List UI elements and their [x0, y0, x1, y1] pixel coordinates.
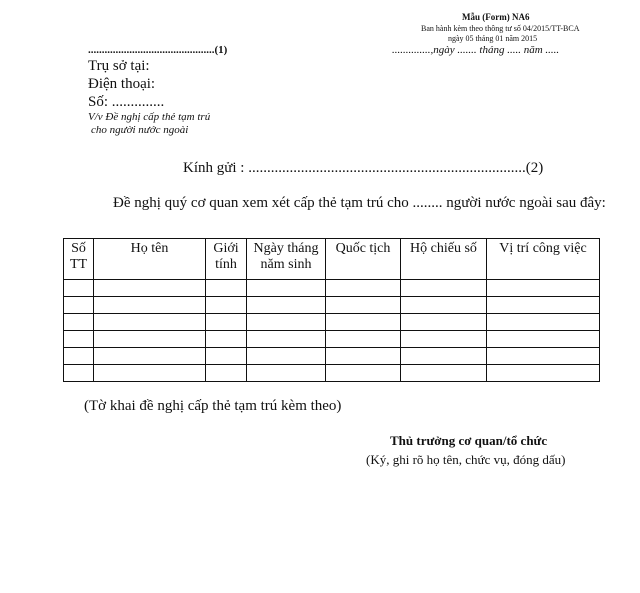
table-cell: [206, 348, 247, 365]
table-cell: [487, 365, 600, 382]
phone-line: Điện thoại:: [88, 76, 156, 92]
table-cell: [94, 297, 206, 314]
table-cell: [94, 280, 206, 297]
table-cell: [247, 280, 326, 297]
issued-date-text: ngày 05 tháng 01 năm 2015: [448, 34, 538, 43]
table-row: [64, 297, 600, 314]
table-row: [64, 365, 600, 382]
table-cell: [64, 280, 94, 297]
table-cell: [326, 348, 401, 365]
table-cell: [487, 348, 600, 365]
issued-by-text: Ban hành kèm theo thông tư số 04/2015/TT-BCA: [421, 24, 580, 33]
request-paragraph: Đề nghị quý cơ quan xem xét cấp thẻ tạm trú cho ........ người nước ngoài sau đây:: [113, 195, 606, 211]
column-header: [206, 239, 247, 280]
table-body: [64, 280, 600, 382]
table-cell: [401, 331, 487, 348]
table-cell: [487, 314, 600, 331]
table-cell: [64, 331, 94, 348]
table-cell: [326, 297, 401, 314]
table-cell: [326, 365, 401, 382]
attachment-note: (Tờ khai đề nghị cấp thẻ tạm trú kèm theo): [84, 398, 342, 414]
table-cell: [247, 297, 326, 314]
table-cell: [64, 314, 94, 331]
table-cell: [247, 331, 326, 348]
table-cell: [487, 297, 600, 314]
table-cell: [94, 365, 206, 382]
table-cell: [401, 365, 487, 382]
table-cell: [247, 348, 326, 365]
column-header: [64, 239, 94, 280]
column-header-line: Họ tên: [130, 241, 169, 256]
table-cell: [206, 365, 247, 382]
recipient-line: Kính gửi : ..........................................................................(2): [183, 160, 544, 176]
column-header: [94, 239, 206, 280]
table-cell: [401, 297, 487, 314]
number-line: Số: ..............: [88, 94, 165, 110]
table-cell: [206, 297, 247, 314]
table-cell: [64, 365, 94, 382]
subject-line-2: cho người nước ngoài: [91, 124, 189, 136]
table-cell: [326, 331, 401, 348]
table-cell: [64, 348, 94, 365]
table-cell: [94, 314, 206, 331]
column-header-line: TT: [69, 257, 88, 272]
column-header: [326, 239, 401, 280]
table-row: [64, 314, 600, 331]
table-cell: [94, 348, 206, 365]
table-row: [64, 280, 600, 297]
table-cell: [206, 314, 247, 331]
table-cell: [401, 348, 487, 365]
column-header-line: Quốc tịch: [335, 241, 391, 256]
table-cell: [326, 314, 401, 331]
column-header-line: tính: [215, 257, 237, 272]
table-cell: [64, 297, 94, 314]
table-cell: [401, 280, 487, 297]
column-header-line: năm sinh: [260, 257, 312, 272]
table-cell: [247, 365, 326, 382]
foreigners-table: [63, 238, 600, 382]
address-line: Trụ sở tại:: [88, 58, 150, 74]
table-cell: [401, 314, 487, 331]
table-cell: [247, 314, 326, 331]
column-header: [487, 239, 600, 280]
column-header: [247, 239, 326, 280]
form-code: Mẫu (Form) NA6: [462, 12, 530, 22]
agency-name-line: ..............................................(1): [88, 44, 228, 56]
table-row: [64, 348, 600, 365]
table-cell: [487, 331, 600, 348]
subject-line-1: V/v Đề nghị cấp thẻ tạm trú: [88, 111, 211, 123]
signature-note: (Ký, ghi rõ họ tên, chức vụ, đóng dấu): [366, 452, 566, 467]
column-header-line: Giới: [213, 241, 239, 256]
table-cell: [94, 331, 206, 348]
table-cell: [326, 280, 401, 297]
table-row: [64, 331, 600, 348]
column-header: [401, 239, 487, 280]
table-cell: [206, 331, 247, 348]
place-date-line: ..............,ngày ....... tháng ..... năm .....: [392, 44, 560, 56]
column-header-line: Hộ chiếu số: [410, 241, 477, 256]
column-header-line: Vị trí công việc: [499, 241, 587, 256]
table-cell: [487, 280, 600, 297]
signature-title: Thủ trưởng cơ quan/tổ chức: [390, 433, 548, 448]
column-header-line: Ngày tháng: [253, 241, 319, 256]
column-header-line: Số: [71, 241, 86, 256]
table-cell: [206, 280, 247, 297]
table-header-row: [64, 239, 600, 280]
